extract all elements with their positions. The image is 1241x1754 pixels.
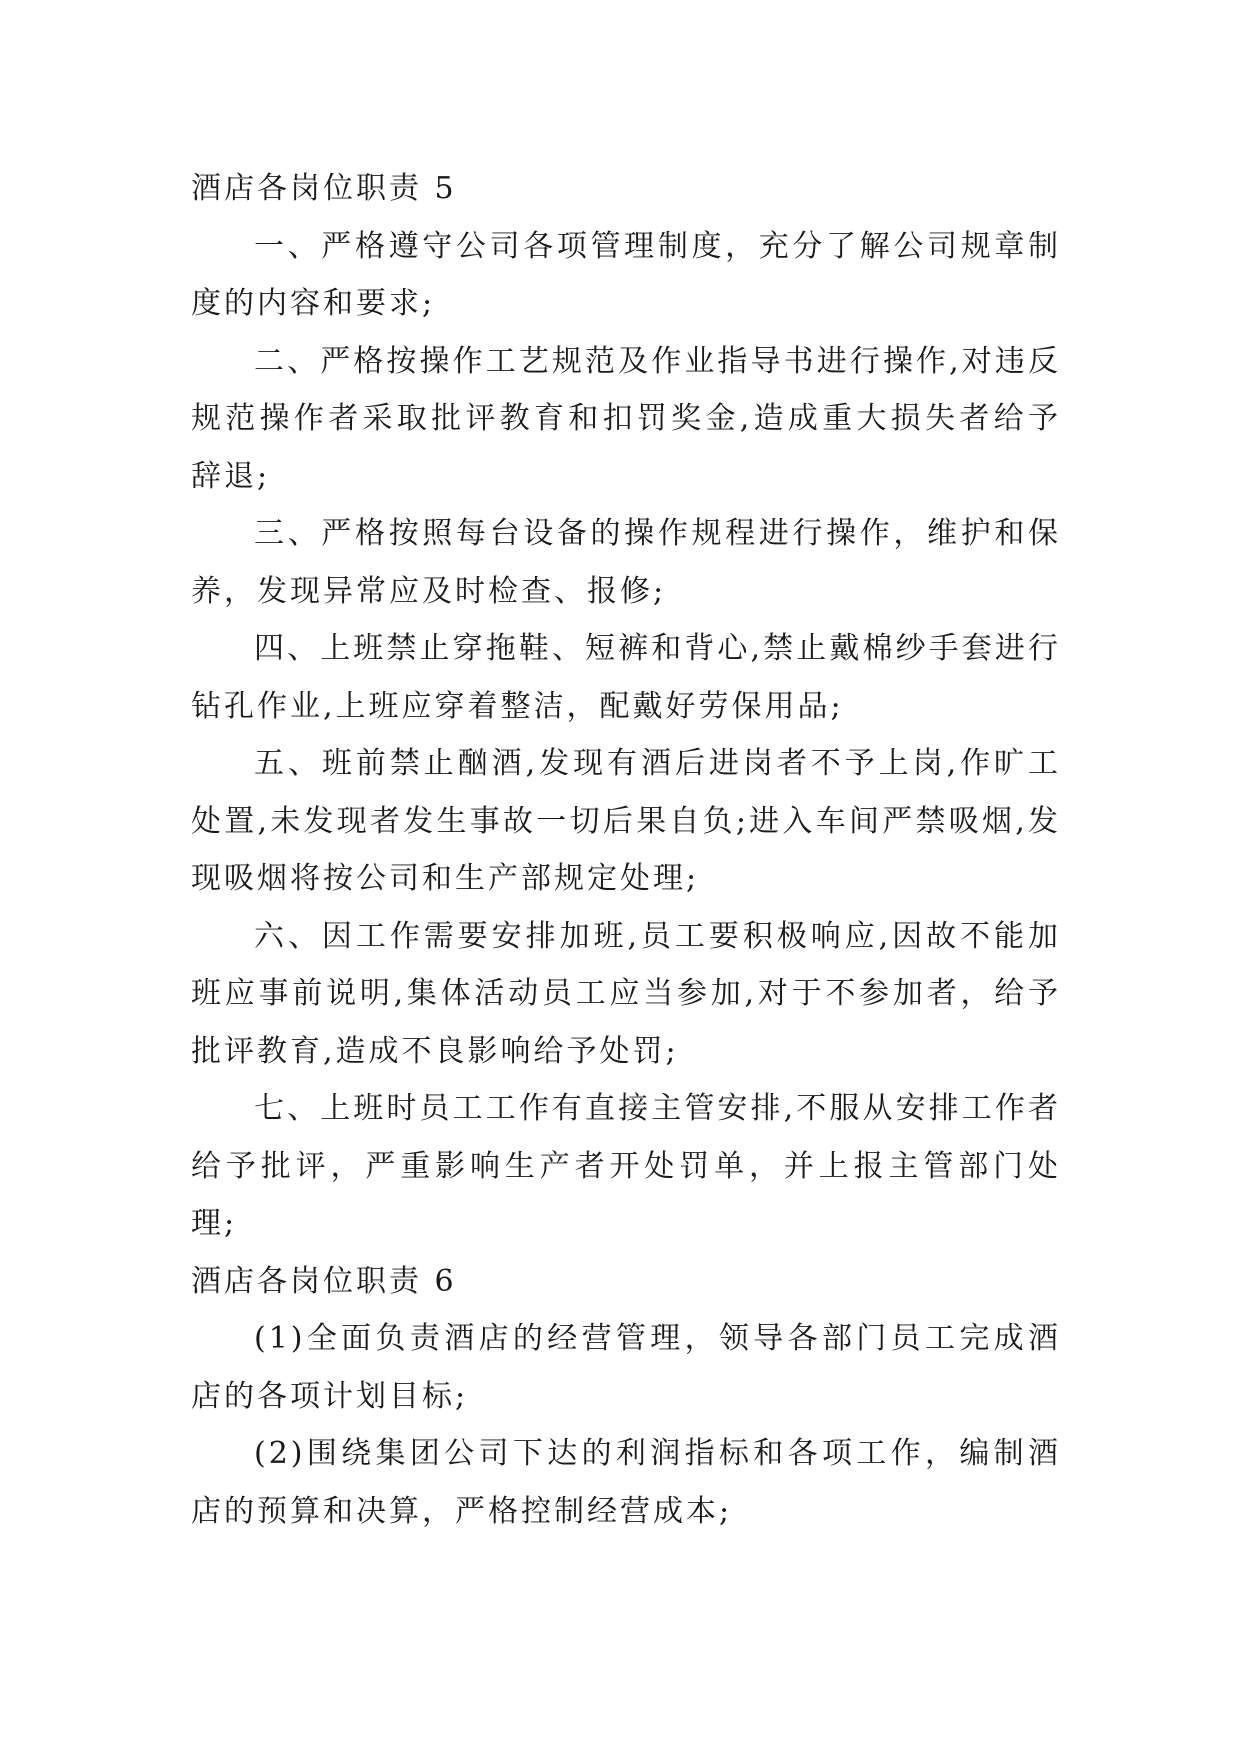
paragraph: 五、班前禁止酗酒,发现有酒后进岗者不予上岗,作旷工处置,未发现者发生事故一切后果自负;进入车间严禁吸烟,发现吸烟将按公司和生产部规定处理; (191, 746, 1061, 896)
paragraph: 一、严格遵守公司各项管理制度，充分了解公司规章制度的内容和要求; (191, 228, 1061, 321)
paragraph: 三、严格按照每台设备的操作规程进行操作，维护和保养，发现异常应及时检查、报修; (191, 516, 1061, 609)
section-heading: 酒店各岗位职责 5 (191, 171, 457, 206)
paragraph: 七、上班时员工工作有直接主管安排,不服从安排工作者给予批评，严重影响生产者开处罚单，并上报主管部门处理; (191, 1091, 1061, 1241)
paragraph: 六、因工作需要安排加班,员工要积极响应,因故不能加班应事前说明,集体活动员工应当参加,对于不参加者，给予批评教育,造成不良影响给予处罚; (191, 918, 1061, 1069)
document-body (191, 160, 1061, 1540)
paragraph: (2)围绕集团公司下达的利润指标和各项工作，编制酒店的预算和决算，严格控制经营成本; (191, 1436, 1061, 1529)
paragraph: (1)全面负责酒店的经营管理，领导各部门员工完成酒店的各项计划目标; (191, 1321, 1061, 1414)
section-heading: 酒店各岗位职责 6 (191, 1263, 457, 1299)
paragraph: 四、上班禁止穿拖鞋、短裤和背心,禁止戴棉纱手套进行钻孔作业,上班应穿着整洁，配戴好劳保用品; (191, 631, 1061, 724)
paragraph: 二、严格按操作工艺规范及作业指导书进行操作,对违反规范操作者采取批评教育和扣罚奖金,造成重大损失者给予辞退; (191, 343, 1061, 494)
